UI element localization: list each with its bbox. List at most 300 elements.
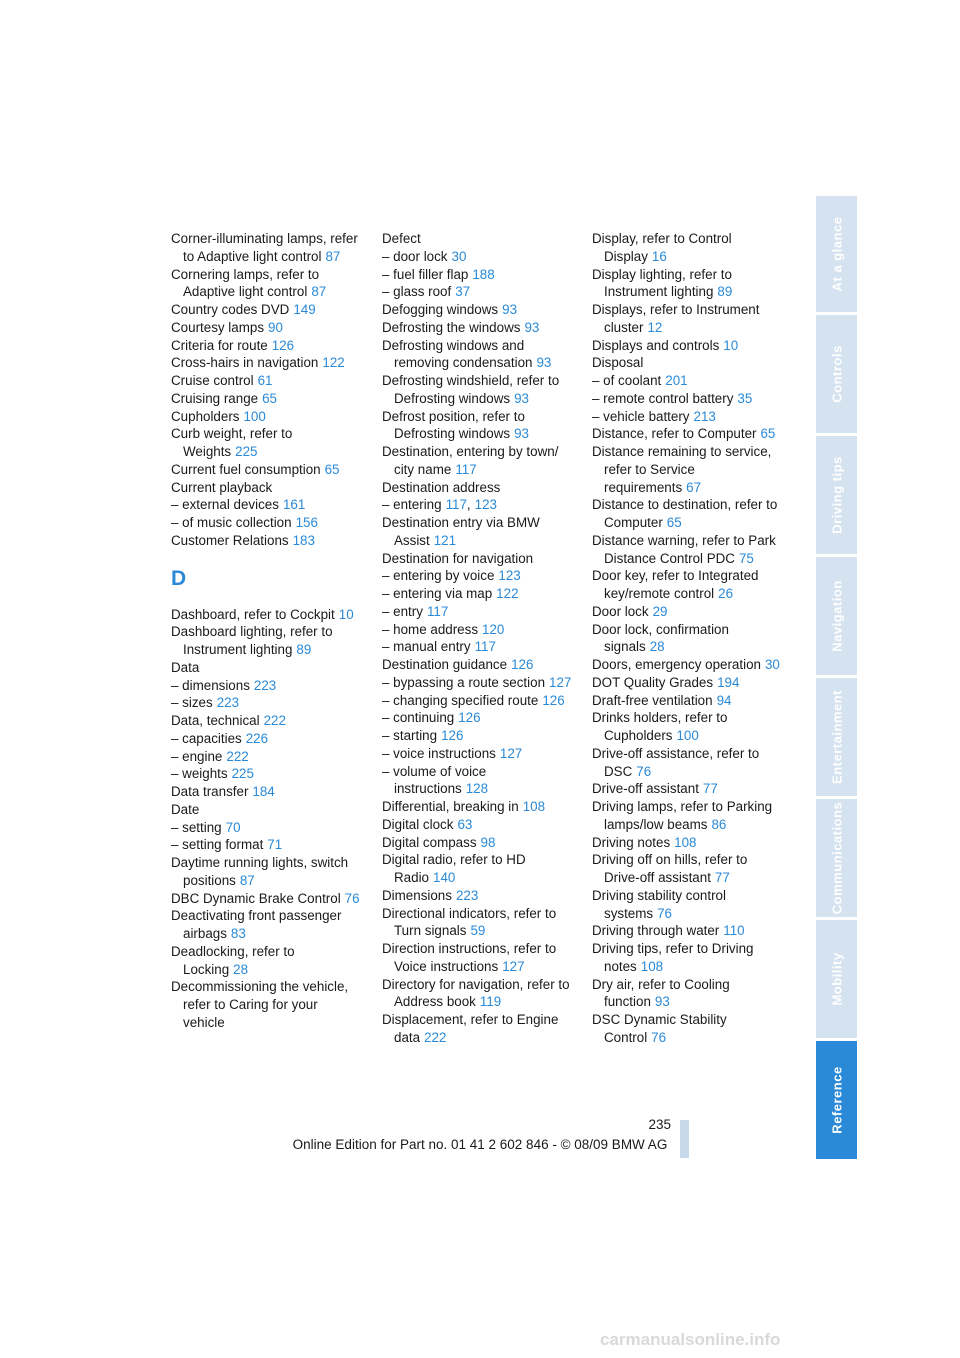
index-entry-text: Daytime running lights, switch positions [171, 855, 349, 888]
index-entry-text: Cruising range [171, 390, 259, 406]
page-link[interactable]: 213 [693, 408, 716, 424]
index-entry [592, 692, 782, 710]
index-entry-text: Curb weight, refer to Weights [171, 426, 293, 459]
page-link[interactable]: 127 [549, 674, 572, 690]
page-link[interactable]: 140 [433, 870, 456, 885]
index-entry-text: Data [171, 659, 200, 675]
index-entry-text: Defrosting the windows [382, 319, 521, 335]
index-entry-text: Distance to destination, refer to Computer [592, 497, 778, 530]
index-entry-text: – entering via map [382, 586, 493, 601]
page-link[interactable]: 76 [636, 763, 652, 779]
page-link[interactable]: 28 [233, 961, 249, 977]
page-link[interactable]: 226 [245, 730, 269, 746]
page-link[interactable]: 127 [499, 745, 523, 761]
index-entry-text: Distance warning, refer to Park Distance Control PDC [592, 532, 776, 566]
index-entry [382, 1011, 572, 1047]
index-entry [382, 283, 572, 301]
index-entry [382, 443, 572, 479]
index-entry-text: Digital compass [382, 834, 477, 850]
index-entry [171, 408, 361, 426]
tab-controls[interactable] [816, 315, 857, 433]
index-entry-text: Defrosting windshield, refer to Defrosting windows [382, 373, 560, 406]
index-entry-text: Defect [382, 231, 421, 246]
index-entry-text: Displacement, refer to Engine data [382, 1012, 559, 1045]
page-link[interactable]: 30 [764, 657, 780, 672]
page-link[interactable]: 223 [253, 677, 277, 693]
index-entry [592, 603, 782, 621]
page-link[interactable]: 201 [665, 373, 688, 388]
index-entry [171, 978, 361, 1031]
index-entry [171, 514, 361, 532]
page-link[interactable]: 128 [465, 781, 489, 797]
page-link[interactable]: 59 [470, 923, 486, 939]
page-link[interactable]: 100 [676, 728, 699, 743]
section-letter: D [171, 566, 187, 590]
index-entry [592, 390, 782, 408]
page-link[interactable]: 223 [216, 695, 240, 711]
index-column-2 [382, 230, 572, 1047]
index-entry-text: Driving through water [592, 923, 720, 939]
page-link[interactable]: 149 [293, 302, 316, 317]
page-link[interactable]: 126 [271, 337, 295, 353]
page-link[interactable]: 126 [542, 692, 565, 708]
page-link[interactable]: 87 [239, 872, 255, 888]
index-entry-text: Dashboard, refer to Cockpit [171, 606, 335, 622]
tab-at-a-glance[interactable] [816, 196, 857, 312]
page-link[interactable]: 89 [717, 284, 733, 300]
index-entry-text: – continuing [382, 710, 455, 726]
index-entry-text: Distance remaining to service, refer to Service requirements [592, 444, 772, 495]
index-entry [592, 709, 782, 745]
index-entry [171, 230, 361, 266]
index-entry [171, 319, 361, 337]
index-entry-text: Displays, refer to Instrument cluster [592, 302, 760, 335]
index-entry-text: – capacities [171, 730, 242, 746]
page-link[interactable]: 225 [231, 766, 254, 782]
index-entry [382, 816, 572, 834]
index-entry-text: Destination for navigation [382, 550, 534, 566]
index-entry [382, 976, 572, 1012]
index-entry-text: – engine [171, 748, 223, 764]
page-link[interactable]: 161 [282, 497, 306, 513]
index-entry [171, 496, 361, 514]
page-link[interactable]: 110 [723, 923, 745, 939]
index-entry-text: Dashboard lighting, refer to Instrument lighting [171, 624, 333, 657]
index-entry-text: Driving notes [592, 834, 671, 850]
index-entry-text: Deactivating front passenger airbags [171, 908, 342, 941]
index-entry-text: – sizes [171, 695, 213, 711]
index-entry-text: – vehicle battery [592, 408, 690, 424]
index-entry-text: – door lock [382, 248, 448, 264]
index-entry-text: – remote control battery [592, 390, 734, 406]
index-entry [171, 479, 361, 497]
index-entry [592, 922, 782, 940]
index-entry [382, 763, 572, 799]
index-entry-text: – volume of voice instructions [382, 763, 487, 797]
index-entry-text: Disposal [592, 355, 644, 371]
index-entry-text: – entering [382, 497, 442, 513]
index-entry-text: – starting [382, 728, 438, 743]
page-link[interactable]: 83 [230, 926, 246, 941]
index-entry [592, 887, 782, 923]
index-entry-text: Doors, emergency operation [592, 657, 761, 672]
page-link[interactable]: 87 [325, 248, 341, 264]
index-entry [171, 337, 361, 355]
index-entry [592, 745, 782, 781]
index-entry [171, 266, 361, 302]
page-link[interactable]: 94 [716, 692, 732, 708]
index-entry [382, 851, 572, 887]
index-entry [382, 674, 572, 692]
index-entry [171, 425, 361, 461]
index-entry [382, 905, 572, 941]
tab-navigation[interactable] [816, 557, 857, 675]
page-link[interactable]: 16 [651, 248, 667, 264]
index-entry [171, 390, 361, 408]
index-entry-text: DOT Quality Grades [592, 674, 714, 690]
index-entry-text: Differential, breaking in [382, 799, 519, 814]
index-entry [171, 659, 361, 677]
index-entry-text: Defogging windows [382, 302, 499, 317]
page-link[interactable]: 93 [502, 302, 518, 317]
index-entry [592, 621, 782, 657]
index-entry: – entering 117, 123 [382, 497, 497, 513]
index-entry-text: Country codes DVD [171, 302, 290, 317]
index-entry-text: Destination, entering by town/ city name [382, 444, 559, 477]
index-entry [171, 890, 361, 908]
index-entry-text: Direction instructions, refer to Voice instructions [382, 941, 557, 974]
page-link[interactable]: 123 [474, 497, 497, 513]
page-link[interactable]: 76 [657, 905, 673, 921]
index-entry [171, 712, 361, 730]
index-entry [382, 692, 572, 710]
page-link[interactable]: 117 [426, 603, 449, 619]
index-entry [171, 765, 361, 783]
page-link[interactable]: 188 [472, 266, 495, 282]
index-entry [592, 372, 782, 390]
index-entry-text: Destination guidance [382, 657, 508, 672]
index-entry [171, 372, 361, 390]
page-link[interactable]: 117 [455, 461, 477, 477]
page-link[interactable]: 28 [649, 639, 665, 655]
page-link[interactable]: 70 [225, 819, 241, 835]
index-entry-text: Door key, refer to Integrated key/remote control [592, 568, 759, 601]
tab-entertainment[interactable] [816, 678, 857, 796]
index-entry [592, 496, 782, 532]
index-entry-text: Drive-off assistance, refer to DSC [592, 745, 760, 779]
page-link[interactable]: 126 [511, 657, 534, 672]
index-entry [592, 567, 782, 603]
index-entry [592, 656, 782, 674]
index-entry [171, 694, 361, 712]
page-link[interactable]: 222 [226, 748, 249, 764]
watermark: carmanualsonline.info [600, 1330, 781, 1349]
page-link[interactable]: 90 [268, 319, 283, 335]
tab-label: Navigation [829, 580, 844, 652]
index-entry [382, 301, 572, 319]
tab-label: Entertainment [829, 690, 844, 784]
index-entry [171, 819, 361, 837]
index-entry [592, 940, 782, 976]
page-link[interactable]: 37 [455, 284, 471, 300]
index-entry [382, 656, 572, 674]
index-entry [171, 730, 361, 748]
page-link[interactable]: 117 [474, 639, 496, 655]
index-column-1 [171, 230, 361, 1032]
page-link[interactable]: 89 [296, 642, 312, 657]
tab-label: At a glance [829, 216, 844, 292]
page-link[interactable]: 93 [654, 994, 670, 1010]
index-entry-text: Defrost position, refer to Defrosting windows [382, 408, 525, 442]
page-link[interactable]: 222 [263, 713, 286, 728]
index-entry [382, 727, 572, 745]
index-entry [171, 801, 361, 819]
index-entry [171, 907, 361, 943]
index-entry-text: – bypassing a route section [382, 674, 546, 690]
index-entry [382, 479, 572, 497]
index-entry [382, 230, 572, 248]
page-link[interactable]: 93 [524, 319, 540, 335]
index-entry [382, 798, 572, 816]
index-entry-text: Dimensions [382, 887, 452, 903]
index-entry [592, 1011, 782, 1047]
page-link[interactable]: 35 [737, 390, 753, 406]
index-entry-text: Cornering lamps, refer to Adaptive light control [171, 266, 320, 300]
tab-communications[interactable] [816, 799, 857, 917]
index-entry [592, 780, 782, 798]
index-entry [382, 550, 572, 568]
page-link[interactable]: 123 [498, 568, 521, 584]
index-entry-text: Draft-free ventilation [592, 692, 713, 708]
index-entry [171, 677, 361, 695]
index-entry-text: – setting format [171, 837, 264, 853]
index-entry-text: Driving off on hills, refer to Drive-off assistant [592, 852, 748, 885]
page-link[interactable]: 65 [760, 426, 776, 442]
index-entry-text: Courtesy lamps [171, 319, 265, 335]
index-entry-text: Corner-illuminating lamps, refer to Adaptive light control [171, 231, 358, 264]
index-entry [382, 319, 572, 337]
index-entry [592, 834, 782, 852]
page-link[interactable]: 61 [257, 373, 273, 388]
tab-reference[interactable] [816, 1041, 857, 1159]
index-column-3 [592, 230, 782, 1047]
tab-label: Communications [829, 801, 844, 915]
page-link[interactable]: 98 [480, 834, 496, 850]
index-entry-text: Deadlocking, refer to Locking [171, 943, 295, 977]
page-link[interactable]: 126 [458, 710, 481, 726]
page-link[interactable]: 122 [322, 355, 345, 371]
index-entry [592, 337, 782, 355]
index-entry-text: Driving tips, refer to Driving notes [592, 941, 754, 974]
index-entry-text: Directory for navigation, refer to Address book [382, 976, 570, 1010]
page-link[interactable]: 65 [324, 461, 340, 477]
index-entry-text: Destination entry via BMW Assist [382, 515, 540, 548]
index-entry [592, 230, 782, 266]
page-link[interactable]: 122 [496, 586, 519, 601]
page-link[interactable]: 76 [651, 1029, 667, 1045]
index-entry-text: Data transfer [171, 784, 249, 799]
index-entry-text: – glass roof [382, 284, 452, 300]
page-link[interactable]: 225 [235, 444, 258, 459]
page-link[interactable]: 77 [702, 781, 718, 797]
index-entry-text: Distance, refer to Computer [592, 426, 757, 442]
index-entry [592, 976, 782, 1012]
index-entry [171, 532, 361, 550]
index-entry-text: Driving lamps, refer to Parking lamps/low beams [592, 799, 773, 832]
page-link[interactable]: 65 [666, 515, 682, 530]
page-number-bar [680, 1120, 689, 1158]
page-link[interactable]: 10 [338, 606, 354, 622]
page-link[interactable]: 93 [514, 426, 530, 442]
index-entry-text: – setting [171, 819, 222, 835]
index-entry [171, 854, 361, 890]
page-number: 235 [648, 1117, 671, 1132]
index-entry [592, 851, 782, 887]
tab-label: Controls [829, 345, 844, 403]
index-entry [592, 266, 782, 302]
page-link[interactable]: 30 [451, 248, 467, 264]
index-entry-text: Cupholders [171, 408, 240, 424]
page-link[interactable]: 10 [723, 337, 739, 353]
index-entry [382, 567, 572, 585]
page-link[interactable]: 93 [514, 390, 530, 406]
index-entry-text: Data, technical [171, 713, 260, 728]
index-entry-text: Door lock, confirmation signals [592, 621, 729, 655]
page-link[interactable]: 26 [718, 586, 734, 601]
index-entry-text: Customer Relations [171, 532, 289, 548]
page-link[interactable]: 71 [267, 837, 283, 853]
index-entry-text: – of coolant [592, 373, 662, 388]
page-link[interactable]: 126 [441, 728, 464, 743]
index-entry-text: – fuel filler flap [382, 266, 469, 282]
tab-label: Driving tips [829, 456, 844, 534]
index-entry-text: Destination address [382, 479, 501, 495]
index-entry-text: Drinks holders, refer to Cupholders [592, 710, 728, 743]
index-entry [171, 623, 361, 659]
index-entry [382, 709, 572, 727]
page-link[interactable]: 108 [674, 834, 697, 850]
page-link[interactable]: 75 [738, 550, 754, 566]
index-entry-text: Defrosting windows and removing condensation [382, 337, 533, 371]
index-entry-text: Dry air, refer to Cooling function [592, 976, 730, 1010]
tab-mobility[interactable] [816, 920, 857, 1038]
index-entry-text: Cruise control [171, 373, 254, 388]
page-link[interactable]: 108 [640, 958, 664, 974]
page-link[interactable]: 121 [433, 532, 457, 548]
index-entry [592, 425, 782, 443]
index-entry [171, 301, 361, 319]
index-entry-text: Drive-off assistant [592, 781, 699, 797]
index-entry-text: – weights [171, 766, 228, 782]
index-entry-text: – voice instructions [382, 745, 496, 761]
index-entry-text: Display lighting, refer to Instrument lighting [592, 266, 732, 300]
page-link[interactable]: 127 [502, 958, 525, 974]
page-link[interactable]: 76 [344, 890, 360, 906]
page-link[interactable]: 12 [647, 319, 663, 335]
index-entry [382, 514, 572, 550]
index-entry [382, 585, 572, 603]
page-link[interactable]: 223 [455, 887, 479, 903]
index-entry-text: Current playback [171, 479, 273, 495]
tab-driving-tips[interactable] [816, 436, 857, 554]
index-entry [592, 408, 782, 426]
index-entry-text: Displays and controls [592, 337, 720, 353]
index-entry-text: – of music collection [171, 515, 292, 530]
index-entry-text: – home address [382, 621, 479, 637]
page-link[interactable]: 29 [652, 603, 668, 619]
index-entry-text: Driving stability control systems [592, 887, 726, 921]
index-entry [592, 301, 782, 337]
index-entry-text: DSC Dynamic Stability Control [592, 1012, 727, 1045]
tab-label: Mobility [829, 952, 844, 1006]
index-entry [592, 674, 782, 692]
page-link[interactable]: 222 [424, 1029, 447, 1045]
tab-label: Reference [829, 1066, 844, 1134]
page-link[interactable]: 100 [243, 408, 266, 424]
index-entry-text: Current fuel consumption [171, 461, 321, 477]
index-entry [171, 461, 361, 479]
page-link[interactable]: 65 [262, 390, 277, 406]
index-entry [171, 783, 361, 801]
index-entry [382, 621, 572, 639]
index-entry [171, 606, 361, 624]
index-entry-text: – changing specified route [382, 692, 539, 708]
page-link[interactable]: 156 [295, 515, 318, 530]
index-entry [382, 372, 572, 408]
index-entry [382, 745, 572, 763]
index-entry-text: Criteria for route [171, 337, 268, 353]
index-entry-text: Display, refer to Control Display [592, 231, 732, 264]
index-entry-text: – dimensions [171, 677, 250, 693]
index-entry [382, 834, 572, 852]
page-link[interactable]: 87 [311, 284, 327, 300]
index-entry [592, 354, 782, 372]
page-link[interactable]: 119 [479, 994, 502, 1010]
index-entry-text: Directional indicators, refer to Turn signals [382, 905, 557, 939]
page-link[interactable]: 63 [457, 816, 473, 832]
page-link[interactable]: 93 [536, 355, 552, 371]
index-entry [382, 887, 572, 905]
page-link[interactable]: 86 [711, 816, 727, 832]
index-entry-text: – entry [382, 603, 423, 619]
index-entry [171, 836, 361, 854]
page-link[interactable]: 194 [717, 674, 740, 690]
index-entry-text: Date [171, 801, 200, 817]
page-link[interactable]: 120 [482, 621, 505, 637]
index-entry-text: – external devices [171, 497, 279, 513]
index-entry [382, 266, 572, 284]
page-link[interactable]: 117 [445, 497, 467, 513]
page-link[interactable]: 184 [252, 784, 275, 799]
index-entry [592, 443, 782, 496]
page-link[interactable]: 183 [292, 532, 315, 548]
index-entry [382, 337, 572, 373]
index-entry-text: DBC Dynamic Brake Control [171, 890, 341, 906]
index-entry [382, 603, 572, 621]
index-entry-text: Door lock [592, 603, 649, 619]
index-entry-text: Digital radio, refer to HD Radio [382, 852, 526, 885]
page-link[interactable]: 108 [522, 799, 546, 814]
page-link[interactable]: 77 [714, 870, 730, 885]
index-entry [382, 940, 572, 976]
index-entry [592, 798, 782, 834]
index-entry [171, 748, 361, 766]
index-entry [592, 532, 782, 568]
index-entry-text: – manual entry [382, 639, 471, 655]
index-entry [382, 248, 572, 266]
section-tabs [816, 196, 857, 1162]
page-link[interactable]: 67 [686, 479, 702, 495]
